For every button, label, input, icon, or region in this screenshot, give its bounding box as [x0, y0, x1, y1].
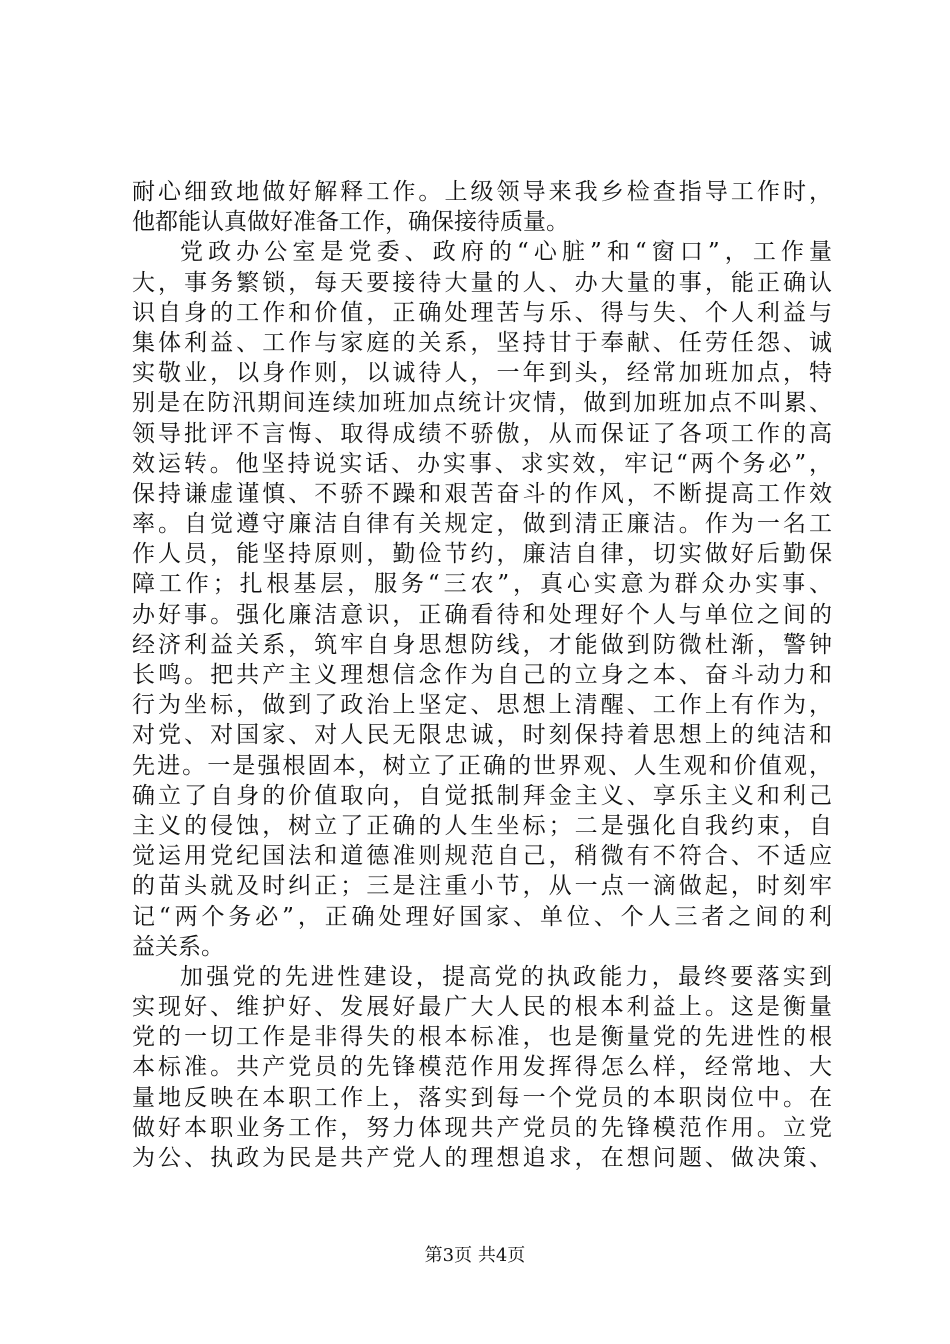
text-line: 识自身的工作和价值，正确处理苦与乐、得与失、个人利益与 — [132, 299, 832, 326]
text-line: 的苗头就及时纠正；三是注重小节，从一点一滴做起，时刻牢 — [132, 873, 832, 900]
text-line: 本标准。共产党员的先锋模范作用发挥得怎么样，经常地、大 — [132, 1054, 832, 1081]
text-line: 记“两个务必”，正确处理好国家、单位、个人三者之间的利 — [132, 903, 832, 930]
text-line: 别是在防汛期间连续加班加点统计灾情，做到加班加点不叫累、 — [132, 390, 832, 417]
text-line: 行为坐标，做到了政治上坚定、思想上清醒、工作上有作为， — [132, 692, 832, 719]
text-line: 障工作；扎根基层，服务“三农”，真心实意为群众办实事、 — [132, 571, 832, 598]
page-number-footer: 第3页 共4页 — [424, 1245, 526, 1266]
text-line: 耐心细致地做好解释工作。上级领导来我乡检查指导工作时， — [132, 179, 832, 205]
text-line: 主义的侵蚀，树立了正确的人生坐标；二是强化自我约束，自 — [132, 812, 832, 839]
text-line: 先进。一是强根固本，树立了正确的世界观、人生观和价值观， — [132, 752, 832, 779]
text-line: 集体利益、工作与家庭的关系，坚持甘于奉献、任劳任怨、诚 — [132, 329, 832, 356]
text-line: 大，事务繁锁，每天要接待大量的人、办大量的事，能正确认 — [132, 269, 832, 296]
document-body — [132, 177, 832, 1173]
text-line: 量地反映在本职工作上，落实到每一个党员的本职岗位中。在 — [132, 1084, 832, 1111]
text-line: 长鸣。把共产主义理想信念作为自己的立身之本、奋斗动力和 — [132, 662, 832, 688]
paragraph-first-line: 党政办公室是党委、政府的“心脏”和“窗口”，工作量 — [180, 239, 832, 266]
text-line: 保持谦虚谨慎、不骄不躁和艰苦奋斗的作风，不断提高工作效 — [132, 480, 832, 507]
text-line: 率。自觉遵守廉洁自律有关规定，做到清正廉洁。作为一名工 — [132, 511, 832, 538]
text-line: 对党、对国家、对人民无限忠诚，时刻保持着思想上的纯洁和 — [132, 722, 832, 749]
text-line: 实现好、维护好、发展好最广大人民的根本利益上。这是衡量 — [132, 994, 832, 1021]
text-line: 效运转。他坚持说实话、办实事、求实效，牢记“两个务必”， — [132, 450, 832, 477]
text-line: 他都能认真做好准备工作，确保接待质量。 — [132, 209, 569, 236]
text-line: 党的一切工作是非得失的根本标准，也是衡量党的先进性的根 — [132, 1024, 832, 1051]
text-line: 做好本职业务工作，努力体现共产党员的先锋模范作用。立党 — [132, 1114, 832, 1141]
text-line: 领导批评不言悔、取得成绩不骄傲，从而保证了各项工作的高 — [132, 420, 832, 447]
text-line: 确立了自身的价值取向，自觉抵制拜金主义、享乐主义和利己 — [132, 782, 832, 809]
paragraph-first-line: 加强党的先进性建设，提高党的执政能力，最终要落实到 — [180, 963, 832, 990]
text-line: 作人员，能坚持原则，勤俭节约，廉洁自律，切实做好后勤保 — [132, 541, 832, 568]
text-line: 经济利益关系，筑牢自身思想防线，才能做到防微杜渐，警钟 — [132, 631, 832, 658]
text-line: 实敬业，以身作则，以诚待人，一年到头，经常加班加点，特 — [132, 360, 832, 387]
text-line: 办好事。强化廉洁意识，正确看待和处理好个人与单位之间的 — [132, 601, 832, 628]
text-line: 为公、执政为民是共产党人的理想追求，在想问题、做决策、 — [132, 1145, 832, 1171]
text-line: 觉运用党纪国法和道德准则规范自己，稍微有不符合、不适应 — [132, 843, 832, 870]
text-line: 益关系。 — [132, 933, 224, 960]
